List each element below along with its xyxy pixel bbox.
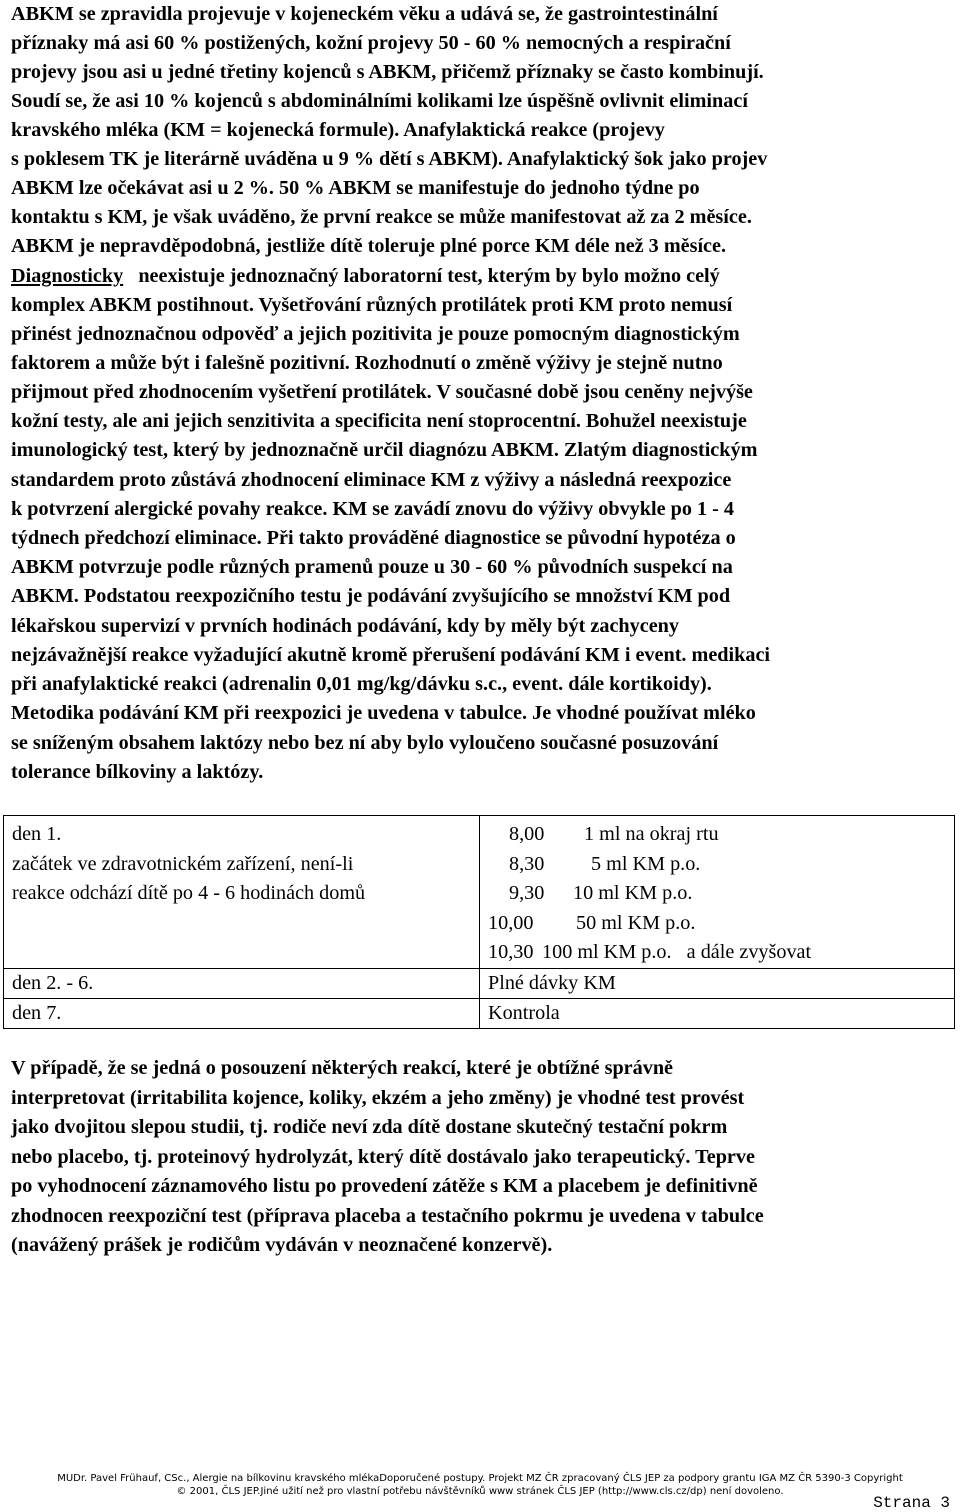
day2-label: den 2. - 6. — [4, 968, 480, 998]
day2-value: Plné dávky KM — [480, 968, 955, 998]
page-footer — [0, 1472, 960, 1498]
text-line: po vyhodnocení záznamového listu po provedení zátěže s KM a placebem je definitivně — [11, 1175, 758, 1197]
dose-time: 8,00 — [509, 823, 545, 845]
diagnosticky-heading: Diagnosticky — [11, 265, 124, 287]
text-line: standardem proto zůstává zhodnocení eliminace KM z výživy a následná reexpozice — [11, 469, 732, 491]
text-line: zhodnocen reexpoziční test (příprava placeba a testačního pokrmu je uvedena v tabulce — [11, 1205, 764, 1227]
text-line: nejzávažnější reakce vyžadující akutně kromě přerušení podávání KM i event. medikaci — [11, 644, 771, 666]
text-line: se sníženým obsahem laktózy nebo bez ní aby bylo vyloučeno současné posuzování — [11, 732, 719, 754]
day1-doses-cell — [480, 816, 955, 969]
text-line: Metodika podávání KM při reexpozici je uvedena v tabulce. Je vhodné používat mléko — [11, 702, 756, 724]
day1-label: den 1. — [12, 823, 62, 845]
text-line: projevy jsou asi u jedné třetiny kojenců s ABKM, přičemž příznaky se často kombinují. — [11, 61, 764, 83]
text-line: faktorem a může být i falešně pozitivní. Rozhodnutí o změně výživy je stejně nutno — [11, 352, 723, 374]
day1-label-cell — [4, 816, 480, 969]
dose-row — [488, 850, 946, 880]
text-line: kravského mléka (KM = kojenecká formule). Anafylaktická reakce (projevy — [11, 119, 665, 141]
day7-label: den 7. — [4, 998, 480, 1028]
text-line: kožní testy, ale ani jejich senzitivita a specificita není stoprocentní. Bohužel neexistuje — [11, 410, 747, 432]
dose-row — [488, 909, 946, 939]
text-line: lékařskou supervizí v prvních hodinách podávání, kdy by měly být zachyceny — [11, 615, 679, 637]
text-line: ABKM potvrzuje podle různých pramenů pouze u 30 - 60 % původních suspekcí na — [11, 556, 733, 578]
text-line: ABKM se zpravidla projevuje v kojeneckém věku a udává se, že gastrointestinální — [11, 3, 718, 25]
text-line: interpretovat (irritabilita kojence, koliky, ekzém a jeho změny) je vhodné test provést — [11, 1087, 745, 1109]
text-line: ABKM. Podstatou reexpozičního testu je podávání zvyšujícího se množství KM pod — [11, 585, 731, 607]
dose-row — [488, 820, 946, 850]
text-line: Soudí se, že asi 10 % kojenců s abdominálními kolikami lze úspěšně ovlivnit eliminací — [11, 90, 748, 112]
dose-row — [488, 879, 946, 909]
dose-amount: 5 ml KM p.o. — [591, 852, 701, 875]
text-line: ABKM lze očekávat asi u 2 %. 50 % ABKM se manifestuje do jednoho týdne po — [11, 177, 700, 199]
day1-note: začátek ve zdravotnickém zařízení, není-li — [12, 852, 354, 875]
text-line: (navážený prášek je rodičům vydáván v neoznačené konzervě). — [11, 1234, 553, 1256]
text-line: imunologický test, který by jednoznačně určil diagnózu ABKM. Zlatým diagnostickým — [11, 439, 758, 461]
table-row — [4, 816, 955, 969]
footer-copyright: © 2001, ČLS JEP.Jiné užití než pro vlastní potřebu návštěvníků www stránek ČLS JEP (http://www.cls.cz/dp) není dovoleno. — [176, 1486, 784, 1497]
text-line-rest: neexistuje jednoznačný laboratorní test, kterým by bylo možno celý — [123, 265, 720, 287]
text-line: V případě, že se jedná o posouzení některých reakcí, které je obtížné správně — [11, 1057, 674, 1079]
page-number: Strana 3 — [873, 1494, 950, 1512]
text-line: příznaky má asi 60 % postižených, kožní projevy 50 - 60 % nemocných a respirační — [11, 32, 731, 54]
reexposure-table — [3, 815, 955, 1029]
text-line: při anafylaktické reakci (adrenalin 0,01 mg/kg/dávku s.c., event. dále kortikoidy). — [11, 673, 712, 695]
footer-credit: MUDr. Pavel Frühauf, CSc., Alergie na bílkovinu kravského mlékaDoporučené postupy. Projekt MZ ČR zpracovaný ČLS JEP za podpory grantu IGA MZ ČR 5390-3 Copyright — [57, 1473, 903, 1484]
text-line: k potvrzení alergické povahy reakce. KM se zavádí znovu do výživy obvykle po 1 - 4 — [11, 498, 734, 520]
text-line: jako dvojitou slepou studii, tj. rodiče neví zda dítě dostane skutečný testační pokrm — [11, 1116, 728, 1138]
dose-amount: 50 ml KM p.o. — [576, 911, 696, 934]
table-row — [4, 968, 955, 998]
text-line: s poklesem TK je literárně uváděna u 9 % dětí s ABKM). Anafylaktický šok jako projev — [11, 148, 768, 170]
table-row — [4, 998, 955, 1028]
text-line: kontaktu s KM, je však uváděno, že první reakce se může manifestovat až za 2 měsíce. — [11, 206, 752, 228]
dose-time: 10,30 — [488, 941, 534, 963]
text-line: ABKM je nepravděpodobná, jestliže dítě toleruje plné porce KM déle než 3 měsíce. — [11, 235, 727, 257]
text-line: nebo placebo, tj. proteinový hydrolyzát, který dítě dostávalo jako terapeutický. Teprve — [11, 1146, 755, 1168]
text-line: komplex ABKM postihnout. Vyšetřování různých protilátek proti KM proto nemusí — [11, 294, 733, 316]
dose-time: 9,30 — [509, 882, 545, 904]
dose-row — [488, 938, 946, 968]
text-line: přinést jednoznačnou odpověď a jejich pozitivita je pouze pomocným diagnostickým — [11, 323, 740, 345]
dose-amount: 100 ml KM p.o. a dále zvyšovat — [542, 941, 812, 963]
day7-value: Kontrola — [480, 998, 955, 1028]
text-line: přijmout před zhodnocením vyšetření protilátek. V současné době jsou ceněny nejvýše — [11, 381, 753, 403]
day1-note: reakce odchází dítě po 4 - 6 hodinách domů — [12, 882, 366, 904]
text-line — [11, 264, 720, 288]
text-line: týdnech předchozí eliminace. Při takto prováděné diagnostice se původní hypotéza o — [11, 527, 736, 549]
dose-time: 8,30 — [509, 852, 545, 875]
dose-time: 10,00 — [488, 911, 534, 934]
text-line: tolerance bílkoviny a laktózy. — [11, 761, 264, 783]
dose-amount: 1 ml na okraj rtu — [584, 823, 719, 845]
dose-amount: 10 ml KM p.o. — [573, 882, 693, 904]
